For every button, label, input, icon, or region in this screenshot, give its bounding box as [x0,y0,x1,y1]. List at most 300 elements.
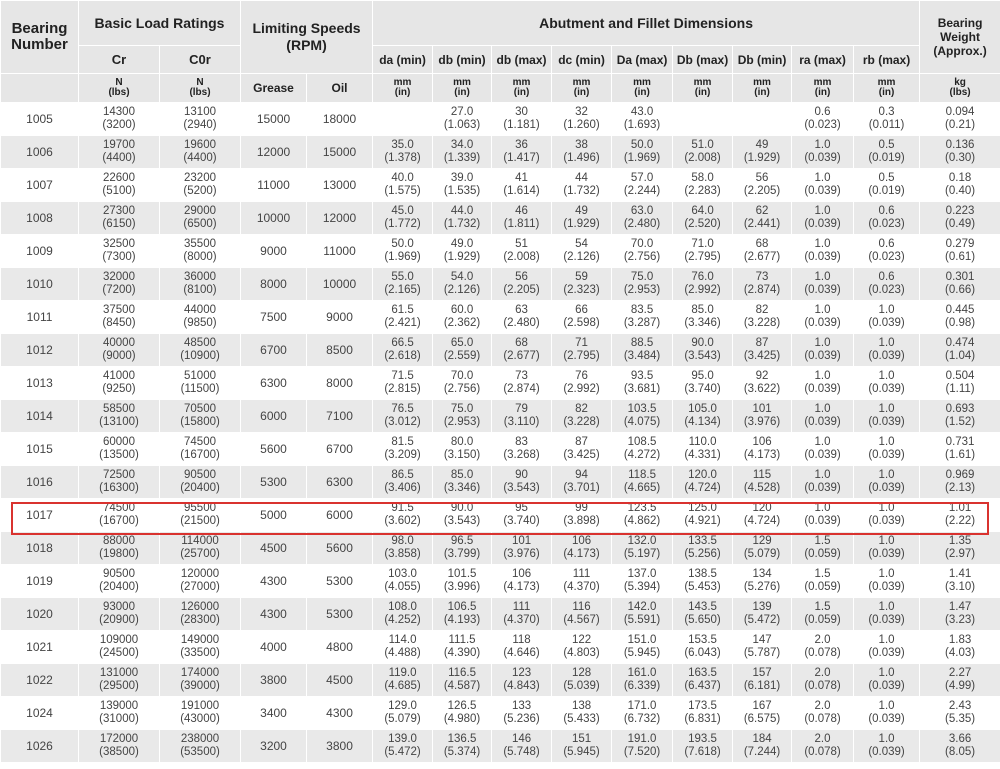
dim-header-8: ra (max) [792,46,854,74]
dim-cell-3-value: 123 [511,667,532,679]
dim-cell-2 [433,730,492,763]
dim-cell-1 [373,136,433,169]
weight-cell-imperial: (0.40) [945,185,976,197]
cr-cell-value: 37500 [103,304,135,316]
cr-cell [79,565,160,598]
weight-cell-imperial: (2.97) [945,548,976,560]
dim-cell-7 [733,598,792,631]
cor-cell-imperial: (4400) [183,152,217,164]
table-row [1,400,1000,433]
dim-cell-2 [433,235,492,268]
dim-cell-6-imperial: (3.740) [684,383,721,395]
dim-cell-3-imperial: (3.110) [503,416,540,428]
dim-cell-6-value: 125.0 [688,502,717,514]
grease-cell: 15000 [241,103,307,136]
weight-cell-value: 1.83 [948,634,972,646]
dim-cell-6-imperial: (5.453) [684,581,721,593]
dim-cell-2-imperial: (3.543) [443,515,481,527]
dim-cell-6-value: 76.0 [691,271,714,283]
cor-cell-value: 13100 [184,106,216,118]
dim-cell-7 [733,631,792,664]
table-row [1,499,1000,532]
dim-cell-5-imperial: (2.756) [623,251,661,263]
bearing-number-cell: 1012 [1,334,79,367]
dim-cell-4 [552,697,612,730]
dim-cell-7-imperial: (5.472) [743,614,781,626]
dim-cell-3 [492,301,552,334]
dim-cell-2-imperial: (1.535) [443,185,481,197]
cor-cell-imperial: (6500) [183,218,217,230]
cor-cell-value: 44000 [184,304,216,316]
dim-cell-1 [373,466,433,499]
cor-cell [160,697,241,730]
dim-cell-9 [854,301,920,334]
dim-cell-2-imperial: (1.063) [443,119,481,131]
dim-cell-5 [612,598,673,631]
dim-cell-6-imperial: (5.256) [684,548,721,560]
dim-cell-4-imperial: (4.173) [563,548,600,560]
dim-cell-1 [373,730,433,763]
dim-cell-5-value: 70.0 [630,238,654,250]
dim-cell-5-imperial: (1.969) [623,152,661,164]
dim-cell-9-value: 1.0 [878,304,895,316]
cor-cell-value: 48500 [184,337,216,349]
dim-cell-5 [612,334,673,367]
dim-cell-9 [854,334,920,367]
dim-cell-5 [612,565,673,598]
grease-cell: 4300 [241,565,307,598]
dim-cell-6-imperial: (6.043) [684,647,721,659]
dim-cell-1 [373,301,433,334]
grease-cell: 12000 [241,136,307,169]
dim-cell-3-value: 146 [511,733,532,745]
grease-cell: 5600 [241,433,307,466]
dim-cell-4 [552,268,612,301]
cor-cell [160,631,241,664]
weight-cell-value: 1.35 [948,535,972,547]
dim-cell-8 [792,697,854,730]
cr-cell-value: 72500 [103,469,135,481]
grease-cell: 3800 [241,664,307,697]
dim-cell-8-value: 2.0 [814,733,831,745]
dim-cell-5-value: 93.5 [630,370,654,382]
table-row [1,466,1000,499]
grease-cell: 4300 [241,598,307,631]
cor-cell-value: 36000 [184,271,216,283]
dim-cell-2-value: 75.0 [450,403,474,415]
dim-cell-7-value: 56 [755,172,769,184]
cor-cell [160,268,241,301]
dim-cell-5-imperial: (5.394) [623,581,661,593]
dim-cell-2-imperial: (4.390) [443,647,481,659]
dim-cell-2-value: 70.0 [450,370,474,382]
dim-cell-5 [612,499,673,532]
dim-cell-8-imperial: (0.039) [804,317,841,329]
dim-cell-2 [433,532,492,565]
dim-cell-3-value: 73 [515,370,528,382]
weight-cell [920,235,1000,268]
dim-cell-5-value: 142.0 [627,601,657,613]
dim-cell-6-value: 153.5 [688,634,717,646]
table-row [1,334,1000,367]
dim-cell-5-imperial: (2.953) [623,284,661,296]
dim-cell-2 [433,169,492,202]
dim-cell-5 [612,400,673,433]
dim-cell-1-imperial: (2.165) [384,284,421,296]
dim-cell-6-imperial: (4.724) [684,482,721,494]
dim-cell-9-imperial: (0.039) [868,416,905,428]
cr-cell-imperial: (29500) [99,680,139,692]
dim-cell-4-imperial: (3.898) [563,515,600,527]
dim-cell-8-imperial: (0.023) [804,119,841,131]
dim-header-1: da (min) [373,46,433,74]
dim-header-5: Da (max) [612,46,673,74]
dim-cell-5 [612,697,673,730]
weight-cell [920,202,1000,235]
weight-cell-value: 1.01 [948,502,972,514]
table-row [1,235,1000,268]
cr-cell-imperial: (19800) [99,548,139,560]
weight-cell-imperial: (1.52) [945,416,976,428]
dim-cell-5 [612,433,673,466]
dim-cell-4-imperial: (4.567) [563,614,600,626]
dim-cell-3-imperial: (4.646) [503,647,540,659]
dim-cell-8 [792,598,854,631]
dim-cell-3-imperial: (3.543) [503,482,540,494]
cor-cell [160,169,241,202]
dim-cell-1-imperial: (2.815) [384,383,421,395]
grease-cell: 6300 [241,367,307,400]
oil-cell: 15000 [307,136,373,169]
weight-cell-value: 3.66 [948,733,972,745]
weight-cell [920,466,1000,499]
dim-cell-5-imperial: (3.681) [623,383,661,395]
dim-cell-7 [733,136,792,169]
limiting-speeds-header: Limiting Speeds (RPM) [241,1,373,74]
dim-cell-2 [433,268,492,301]
cor-cell-imperial: (15800) [180,416,220,428]
dim-cell-1-imperial: (5.079) [384,713,421,725]
oil-cell: 4800 [307,631,373,664]
dim-cell-1 [373,499,433,532]
dim-cell-2-value: 96.5 [450,535,474,547]
dim-header-4: dc (min) [552,46,612,74]
dim-cell-8 [792,202,854,235]
dim-cell-8 [792,235,854,268]
dim-cell-8-value: 1.5 [814,535,831,547]
dim-cell-9-value: 0.6 [878,238,895,250]
dim-cell-7-imperial: (5.079) [743,548,781,560]
dim-cell-3-value: 30 [515,106,528,118]
cr-cell-imperial: (7200) [102,284,136,296]
cr-cell-value: 172000 [99,733,139,745]
dim-cell-8-imperial: (0.059) [804,548,841,560]
dim-cell-2-value: 136.5 [447,733,477,745]
dim-cell-1-imperial: (3.012) [384,416,421,428]
dim-cell-3-imperial: (2.205) [503,284,540,296]
dim-cell-8-value: 2.0 [814,634,831,646]
grease-cell: 5000 [241,499,307,532]
dim-cell-6-value: 133.5 [688,535,717,547]
dim-cell-5 [612,367,673,400]
cor-cell-value: 114000 [181,535,219,547]
dim-cell-6 [673,103,733,136]
weight-cell-value: 0.474 [945,337,975,349]
dim-cell-8-imperial: (0.039) [804,152,841,164]
bearing-number-cell: 1018 [1,532,79,565]
dim-cell-8-imperial: (0.039) [804,482,841,494]
dim-cell-4-imperial: (5.039) [563,680,600,692]
weight-cell-value: 0.301 [945,271,975,283]
dim-cell-1 [373,697,433,730]
dim-cell-9-value: 1.0 [878,634,895,646]
dim-cell-3-imperial: (2.874) [503,383,540,395]
dim-cell-9-imperial: (0.039) [868,449,905,461]
dim-cell-8 [792,664,854,697]
dim-cell-6-value: 95.0 [691,370,714,382]
dim-cell-4-value: 87 [575,436,588,448]
cor-cell-imperial: (11500) [180,383,220,395]
oil-cell: 8500 [307,334,373,367]
cr-cell [79,301,160,334]
dim-cell-3 [492,334,552,367]
dim-cell-7 [733,301,792,334]
oil-cell: 6700 [307,433,373,466]
dim-cell-3-value: 111 [512,601,531,613]
dim-cell-2-imperial: (4.587) [443,680,481,692]
dim-header-2: db (min) [433,46,492,74]
dim-cell-2-imperial: (5.374) [443,746,481,758]
dim-cell-1-imperial: (1.378) [384,152,421,164]
dim-cell-9-value: 1.0 [878,337,895,349]
dim-cell-7-imperial: (6.575) [743,713,781,725]
cr-cell [79,631,160,664]
dim-cell-3-imperial: (1.614) [503,185,540,197]
dim-cell-3-imperial: (5.748) [503,746,540,758]
dim-cell-4 [552,565,612,598]
cr-cell [79,532,160,565]
dim-cell-2 [433,301,492,334]
dim-cell-5 [612,466,673,499]
dim-cell-9 [854,466,920,499]
cor-cell [160,235,241,268]
dim-cell-9-value: 0.6 [878,271,895,283]
dim-cell-7-imperial: (3.228) [743,317,781,329]
cr-cell [79,499,160,532]
weight-cell-imperial: (5.35) [945,713,976,725]
dim-cell-1-imperial: (4.252) [384,614,421,626]
dim-cell-8-value: 2.0 [814,700,831,712]
dim-cell-6 [673,466,733,499]
cr-cell [79,367,160,400]
cr-cell-value: 139000 [99,700,139,712]
dim-cell-2 [433,631,492,664]
dim-cell-2 [433,664,492,697]
cr-cell-imperial: (9250) [102,383,136,395]
weight-cell [920,433,1000,466]
dim-cell-6-imperial: (2.008) [684,152,721,164]
dim-cell-5-value: 108.5 [627,436,657,448]
dim-cell-3-value: 51 [515,238,528,250]
dim-cell-8 [792,565,854,598]
dim-cell-5-value: 103.5 [627,403,657,415]
dim-cell-8-value: 1.5 [814,601,831,613]
dim-cell-7-imperial: (2.677) [743,251,781,263]
oil-cell: 6000 [307,499,373,532]
dim-cell-5-value: 63.0 [630,205,654,217]
weight-cell-value: 0.445 [945,304,975,316]
dim-cell-1-value: 98.0 [391,535,414,547]
dim-cell-8-imperial: (0.078) [804,746,841,758]
cor-cell-imperial: (33500) [180,647,220,659]
cr-cell [79,730,160,763]
cor-cell-imperial: (8000) [183,251,217,263]
dim-cell-1 [373,334,433,367]
cr-cell-imperial: (6150) [102,218,136,230]
dim-cell-4-value: 44 [575,172,588,184]
dim-cell-2 [433,499,492,532]
table-row [1,730,1000,763]
table-row [1,136,1000,169]
dim-cell-9-value: 0.6 [878,205,895,217]
weight-cell [920,697,1000,730]
dim-cell-1-value: 119.0 [388,667,417,679]
dim-cell-1 [373,664,433,697]
dim-cell-5-imperial: (4.272) [623,449,661,461]
bearing-number-cell: 1009 [1,235,79,268]
table-row [1,169,1000,202]
dim-cell-1-imperial: (2.421) [384,317,421,329]
dim-cell-5-value: 83.5 [630,304,654,316]
dim-cell-2-imperial: (2.559) [443,350,481,362]
cr-cell-value: 131000 [99,667,139,679]
dim-cell-8-imperial: (0.039) [804,218,841,230]
dim-cell-9-value: 1.0 [878,535,895,547]
dim-cell-1-imperial: (2.618) [384,350,421,362]
dim-cell-2-imperial: (4.980) [443,713,481,725]
cor-cell [160,301,241,334]
cr-cell-imperial: (8450) [102,317,136,329]
dim-cell-8 [792,400,854,433]
dim-cell-6-value: 138.5 [688,568,717,580]
dim-cell-8 [792,499,854,532]
dim-cell-3-value: 83 [515,436,528,448]
dim-cell-4 [552,664,612,697]
dim-cell-4 [552,433,612,466]
dim-cell-2-imperial: (1.732) [443,218,481,230]
oil-cell: 8000 [307,367,373,400]
weight-cell [920,631,1000,664]
dim-cell-1 [373,202,433,235]
dim-cell-3-value: 90 [515,469,528,481]
weight-cell-imperial: (2.22) [945,515,976,527]
dim-cell-9-imperial: (0.023) [868,218,905,230]
dim-cell-5-imperial: (1.693) [623,119,661,131]
dim-cell-6-value: 163.5 [688,667,717,679]
dim-cell-9 [854,169,920,202]
dim-cell-2 [433,334,492,367]
dim-cell-8-imperial: (0.078) [804,713,841,725]
dim-header-6: Db (max) [673,46,733,74]
weight-cell-imperial: (0.21) [945,119,976,131]
dim-cell-7-imperial: (3.976) [743,416,781,428]
dim-cell-3-imperial: (4.843) [503,680,540,692]
dim-cell-8-imperial: (0.059) [804,614,841,626]
dim-cell-1 [373,631,433,664]
dim-cell-4-value: 99 [575,502,588,514]
cor-cell [160,499,241,532]
cr-cell-value: 27300 [103,205,135,217]
dim-cell-2-imperial: (3.346) [443,482,481,494]
dim-cell-3 [492,367,552,400]
dim-cell-3 [492,235,552,268]
dim-cell-7 [733,664,792,697]
dim-cell-7 [733,532,792,565]
dim-header-3: db (max) [492,46,552,74]
dim-cell-2-value: 90.0 [450,502,474,514]
dim-cell-6 [673,367,733,400]
dim-cell-1-value: 66.5 [391,337,414,349]
dim-cell-1-value: 103.0 [388,568,417,580]
dim-cell-6-imperial: (6.437) [684,680,721,692]
cr-cell [79,268,160,301]
cor-cell-value: 23200 [184,172,216,184]
table-row [1,433,1000,466]
dim-cell-7 [733,730,792,763]
dim-cell-4-imperial: (1.732) [563,185,600,197]
dim-cell-7 [733,433,792,466]
dim-cell-1-value: 81.5 [391,436,414,448]
table-row [1,565,1000,598]
dim-cell-7-value: 120 [752,502,772,514]
dim-cell-3 [492,103,552,136]
cor-cell [160,532,241,565]
table-row [1,664,1000,697]
dim-cell-9 [854,433,920,466]
dim-cell-9-imperial: (0.039) [868,383,905,395]
bearing-number-cell: 1022 [1,664,79,697]
dim-cell-2-value: 44.0 [450,205,474,217]
dim-cell-5 [612,103,673,136]
dim-cell-1-value: 129.0 [388,700,417,712]
bearing-number-cell: 1011 [1,301,79,334]
dim-cell-7 [733,400,792,433]
weight-cell-imperial: (0.66) [945,284,976,296]
dim-cell-8-value: 1.0 [814,238,831,250]
dim-cell-4-imperial: (2.598) [563,317,600,329]
dim-cell-9 [854,565,920,598]
dim-cell-1 [373,367,433,400]
dim-cell-2-imperial: (1.339) [443,152,481,164]
cr-cell [79,664,160,697]
bearing-number-unit [1,74,79,103]
dim-cell-2 [433,433,492,466]
dim-cell-8-imperial: (0.039) [804,350,841,362]
dim-cell-5 [612,235,673,268]
dim-cell-9 [854,499,920,532]
dim-cell-3-imperial: (1.181) [503,119,540,131]
dim-cell-8-value: 1.5 [814,568,831,580]
bearing-number-cell: 1010 [1,268,79,301]
dim-cell-5 [612,169,673,202]
weight-cell-imperial: (4.99) [945,680,976,692]
dim-cell-7-value: 129 [752,535,772,547]
dim-cell-4-value: 71 [575,337,588,349]
dim-cell-8-value: 1.0 [814,337,831,349]
dim-cell-4-value: 66 [575,304,588,316]
bearing-number-cell: 1014 [1,400,79,433]
bearing-number-cell: 1006 [1,136,79,169]
